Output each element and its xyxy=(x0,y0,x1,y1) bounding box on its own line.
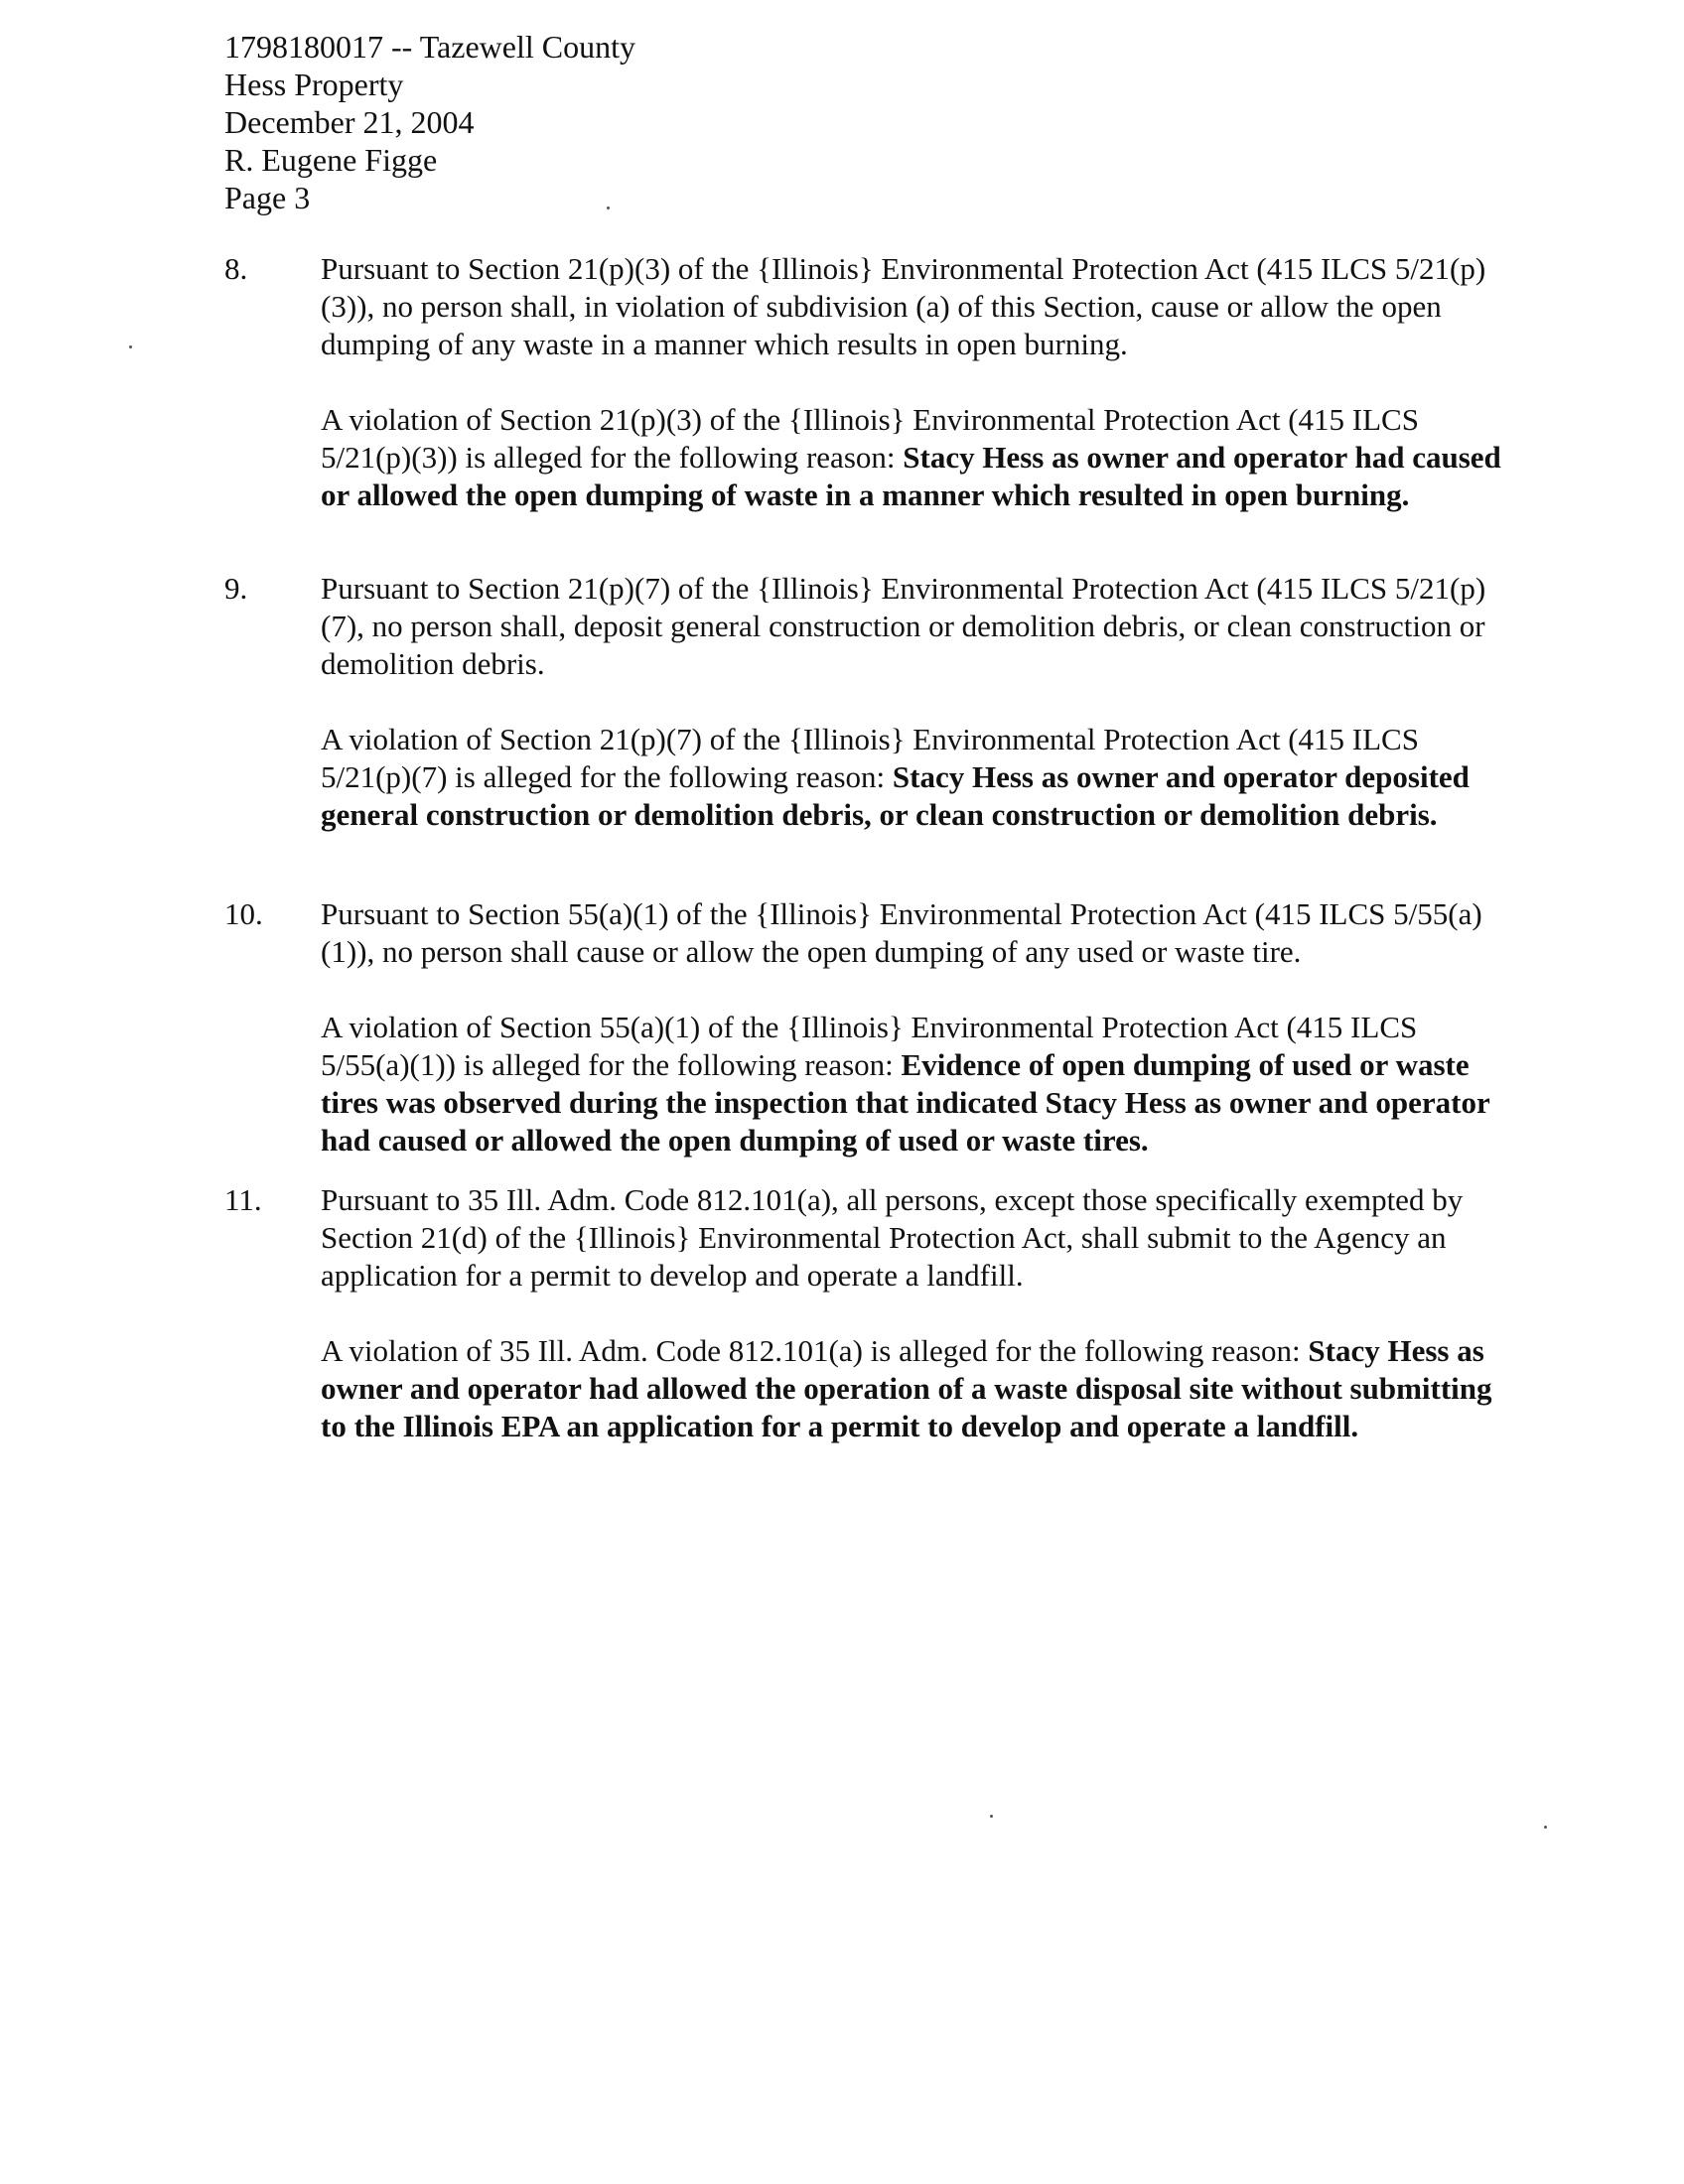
violation-reason: Stacy Hess as owner and operator deposited general construction or demolition debris, or clean construction or demolition debris. xyxy=(321,759,1470,832)
header-recipient: R. Eugene Figge xyxy=(224,142,438,178)
violation-item-11 xyxy=(224,1181,1505,1445)
statute-paragraph: Pursuant to 35 Ill. Adm. Code 812.101(a), all persons, except those specifically exempted by Section 21(d) of the {Illinois} Environmental Protection Act, shall submit to the Agency an application for a permit to develop and operate a landfill. xyxy=(321,1182,1464,1293)
item-number: 8. xyxy=(224,251,248,286)
scan-speck xyxy=(607,206,610,209)
header-date: December 21, 2004 xyxy=(224,104,475,140)
violation-paragraph xyxy=(321,1009,1502,1160)
violation-item-10 xyxy=(224,895,1505,1160)
violation-item-9 xyxy=(224,570,1505,834)
violation-item-8 xyxy=(224,250,1505,514)
header-property-name: Hess Property xyxy=(224,67,404,102)
item-number: 10. xyxy=(224,896,263,931)
violation-intro: A violation of 35 Ill. Adm. Code 812.101(a) is alleged for the following reason: xyxy=(321,1333,1309,1368)
violation-paragraph xyxy=(321,721,1502,834)
statute-paragraph: Pursuant to Section 55(a)(1) of the {Illinois} Environmental Protection Act (415 ILCS 5/55(a)(1)), no person shall cause or allow the open dumping of any used or waste tire. xyxy=(321,896,1482,969)
scan-speck xyxy=(129,345,132,348)
violation-reason: Stacy Hess as owner and operator had caused or allowed the open dumping of waste in a manner which resulted in open burning. xyxy=(321,440,1501,512)
violation-reason: Evidence of open dumping of used or waste tires was observed during the inspection that indicated Stacy Hess as owner and operator had caused or allowed the open dumping of used or waste tires. xyxy=(321,1047,1490,1158)
violation-intro: A violation of Section 55(a)(1) of the {Illinois} Environmental Protection Act (415 ILCS 5/55(a)(1)) is alleged for the following reason: xyxy=(321,1010,1418,1082)
violation-paragraph xyxy=(321,1332,1502,1445)
violation-paragraph xyxy=(321,401,1502,514)
violation-intro: A violation of Section 21(p)(3) of the {Illinois} Environmental Protection Act (415 ILCS 5/21(p)(3)) is alleged for the following reason: xyxy=(321,402,1419,475)
violation-intro: A violation of Section 21(p)(7) of the {Illinois} Environmental Protection Act (415 ILCS 5/21(p)(7) is alleged for the following reason: xyxy=(321,722,1419,794)
scan-speck xyxy=(1544,1826,1547,1829)
item-number: 11. xyxy=(224,1182,262,1217)
violation-reason: Stacy Hess as owner and operator had allowed the operation of a waste disposal site without submitting to the Illinois EPA an application for a permit to develop and operate a landfill. xyxy=(321,1333,1492,1443)
header-file-reference: 1798180017 -- Tazewell County xyxy=(224,29,635,65)
statute-paragraph: Pursuant to Section 21(p)(3) of the {Illinois} Environmental Protection Act (415 ILCS 5/21(p)(3)), no person shall, in violation of subdivision (a) of this Section, cause or allow the open dumping of any waste in a manner which results in open burning. xyxy=(321,251,1486,361)
scan-speck xyxy=(990,1815,993,1818)
letter-header xyxy=(224,28,635,216)
header-page-number: Page 3 xyxy=(224,180,311,215)
item-number: 9. xyxy=(224,571,248,606)
statute-paragraph: Pursuant to Section 21(p)(7) of the {Illinois} Environmental Protection Act (415 ILCS 5/21(p)(7), no person shall, deposit general construction or demolition debris, or clean construction or demolition debris. xyxy=(321,571,1486,681)
